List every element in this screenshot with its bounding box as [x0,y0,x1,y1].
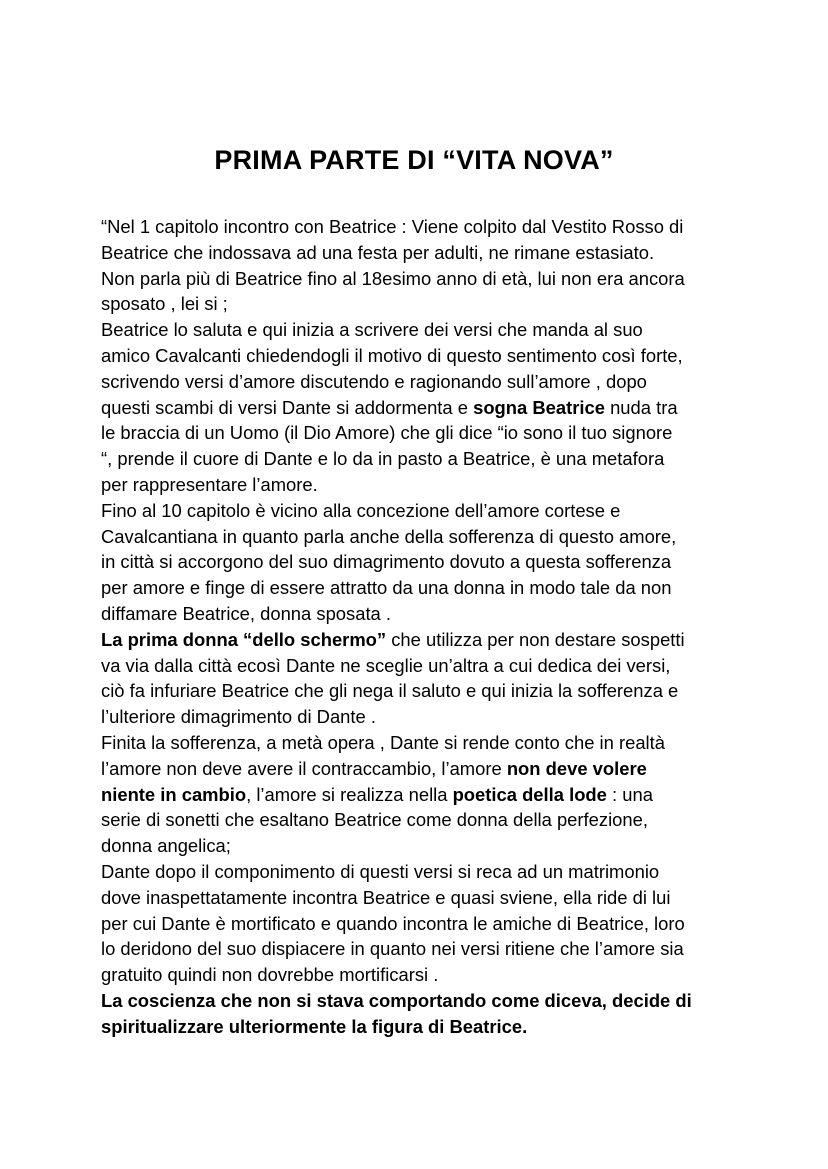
text-run: le braccia di un Uomo (il Dio Amore) che gli dice “io sono il tuo signore [101,422,673,444]
text-run: l’amore non deve avere il contraccambio, l’amore [101,757,507,779]
bold-text: La coscienza che non si stava comportando come diceva, decide di [101,989,692,1011]
text-line [101,291,741,317]
text-line [101,936,741,962]
text-line [101,627,741,653]
text-run: Beatrice che indossava ad una festa per adulti, ne rimane estasiato. [101,241,655,263]
text-line [101,214,741,240]
bold-text: sogna Beatrice [473,396,605,418]
text-line [101,756,741,782]
text-line [101,266,741,292]
text-run: per rappresentare l’amore. [101,473,318,495]
text-run: per amore e finge di essere attratto da una donna in modo tale da non [101,577,672,599]
text-line [101,988,741,1014]
text-line [101,678,741,704]
text-line [101,885,741,911]
text-line [101,704,741,730]
text-run: lo deridono del suo dispiacere in quanto nei versi ritiene che l’amore sia [101,938,684,960]
text-line [101,601,741,627]
text-line [101,317,741,343]
bold-text: poetica della lode [452,783,607,805]
document-body [101,214,741,1040]
text-line [101,524,741,550]
text-run: Cavalcantiana in quanto parla anche della sofferenza di questo amore, [101,525,677,547]
text-line [101,549,741,575]
text-run: Fino al 10 capitolo è vicino alla concezione dell’amore cortese e [101,499,621,521]
text-run: in città si accorgono del suo dimagrimento dovuto a questa sofferenza [101,551,672,573]
text-line [101,833,741,859]
text-run: serie di sonetti che esaltano Beatrice come donna della perfezione, [101,809,648,831]
bold-text: La prima donna “dello schermo” [101,628,387,650]
bold-text: niente in cambio [101,783,247,805]
text-line [101,859,741,885]
text-run: Non parla più di Beatrice fino al 18esimo anno di età, lui non era ancora [101,267,685,289]
text-run: va via dalla città ecosì Dante ne sceglie un’altra a cui dedica dei versi, [101,654,671,676]
text-run: Finita la sofferenza, a metà opera , Dante si rende conto che in realtà [101,731,665,753]
text-line [101,369,741,395]
text-line [101,782,741,808]
text-line [101,730,741,756]
text-run: l’ulteriore dimagrimento di Dante . [101,706,376,728]
text-run: per cui Dante è mortificato e quando incontra le amiche di Beatrice, loro [101,912,685,934]
text-run: scrivendo versi d’amore discutendo e ragionando sull’amore , dopo [101,370,647,392]
text-line [101,446,741,472]
page-title: PRIMA PARTE DI “VITA NOVA” [214,145,614,175]
text-run: “, prende il cuore di Dante e lo da in pasto a Beatrice, è una metafora [101,448,665,470]
text-run: Beatrice lo saluta e qui inizia a scrivere dei versi che manda al suo [101,319,643,341]
text-run: sposato , lei si ; [101,293,228,315]
text-run: amico Cavalcanti chiedendogli il motivo di questo sentimento così forte, [101,344,683,366]
text-line [101,498,741,524]
text-line [101,807,741,833]
text-line [101,1014,741,1040]
text-run: diffamare Beatrice, donna sposata . [101,602,392,624]
text-line [101,653,741,679]
text-run: donna angelica; [101,835,231,857]
text-line [101,472,741,498]
text-run: nuda tra [604,396,678,418]
text-run: : una [606,783,653,805]
text-line [101,420,741,446]
text-run: “Nel 1 capitolo incontro con Beatrice : Viene colpito dal Vestito Rosso di [101,216,684,237]
text-run: ciò fa infuriare Beatrice che gli nega il saluto e qui inizia la sofferenza e [101,680,679,702]
bold-text: spiritualizzare ulteriormente la figura di Beatrice. [101,1015,528,1037]
text-line [101,911,741,937]
text-run: gratuito quindi non dovrebbe mortificarsi . [101,964,439,986]
text-run: questi scambi di versi Dante si addormenta e [101,396,474,418]
text-run: dove inaspettatamente incontra Beatrice e quasi sviene, ella ride di lui [101,886,671,908]
bold-text: non deve volere [506,757,647,779]
text-run: , l’amore si realizza nella [246,783,453,805]
text-line [101,962,741,988]
text-run: Dante dopo il componimento di questi versi si reca ad un matrimonio [101,860,660,882]
text-line [101,343,741,369]
text-line [101,395,741,421]
text-line [101,240,741,266]
text-line [101,575,741,601]
text-run: che utilizza per non destare sospetti [386,628,685,650]
